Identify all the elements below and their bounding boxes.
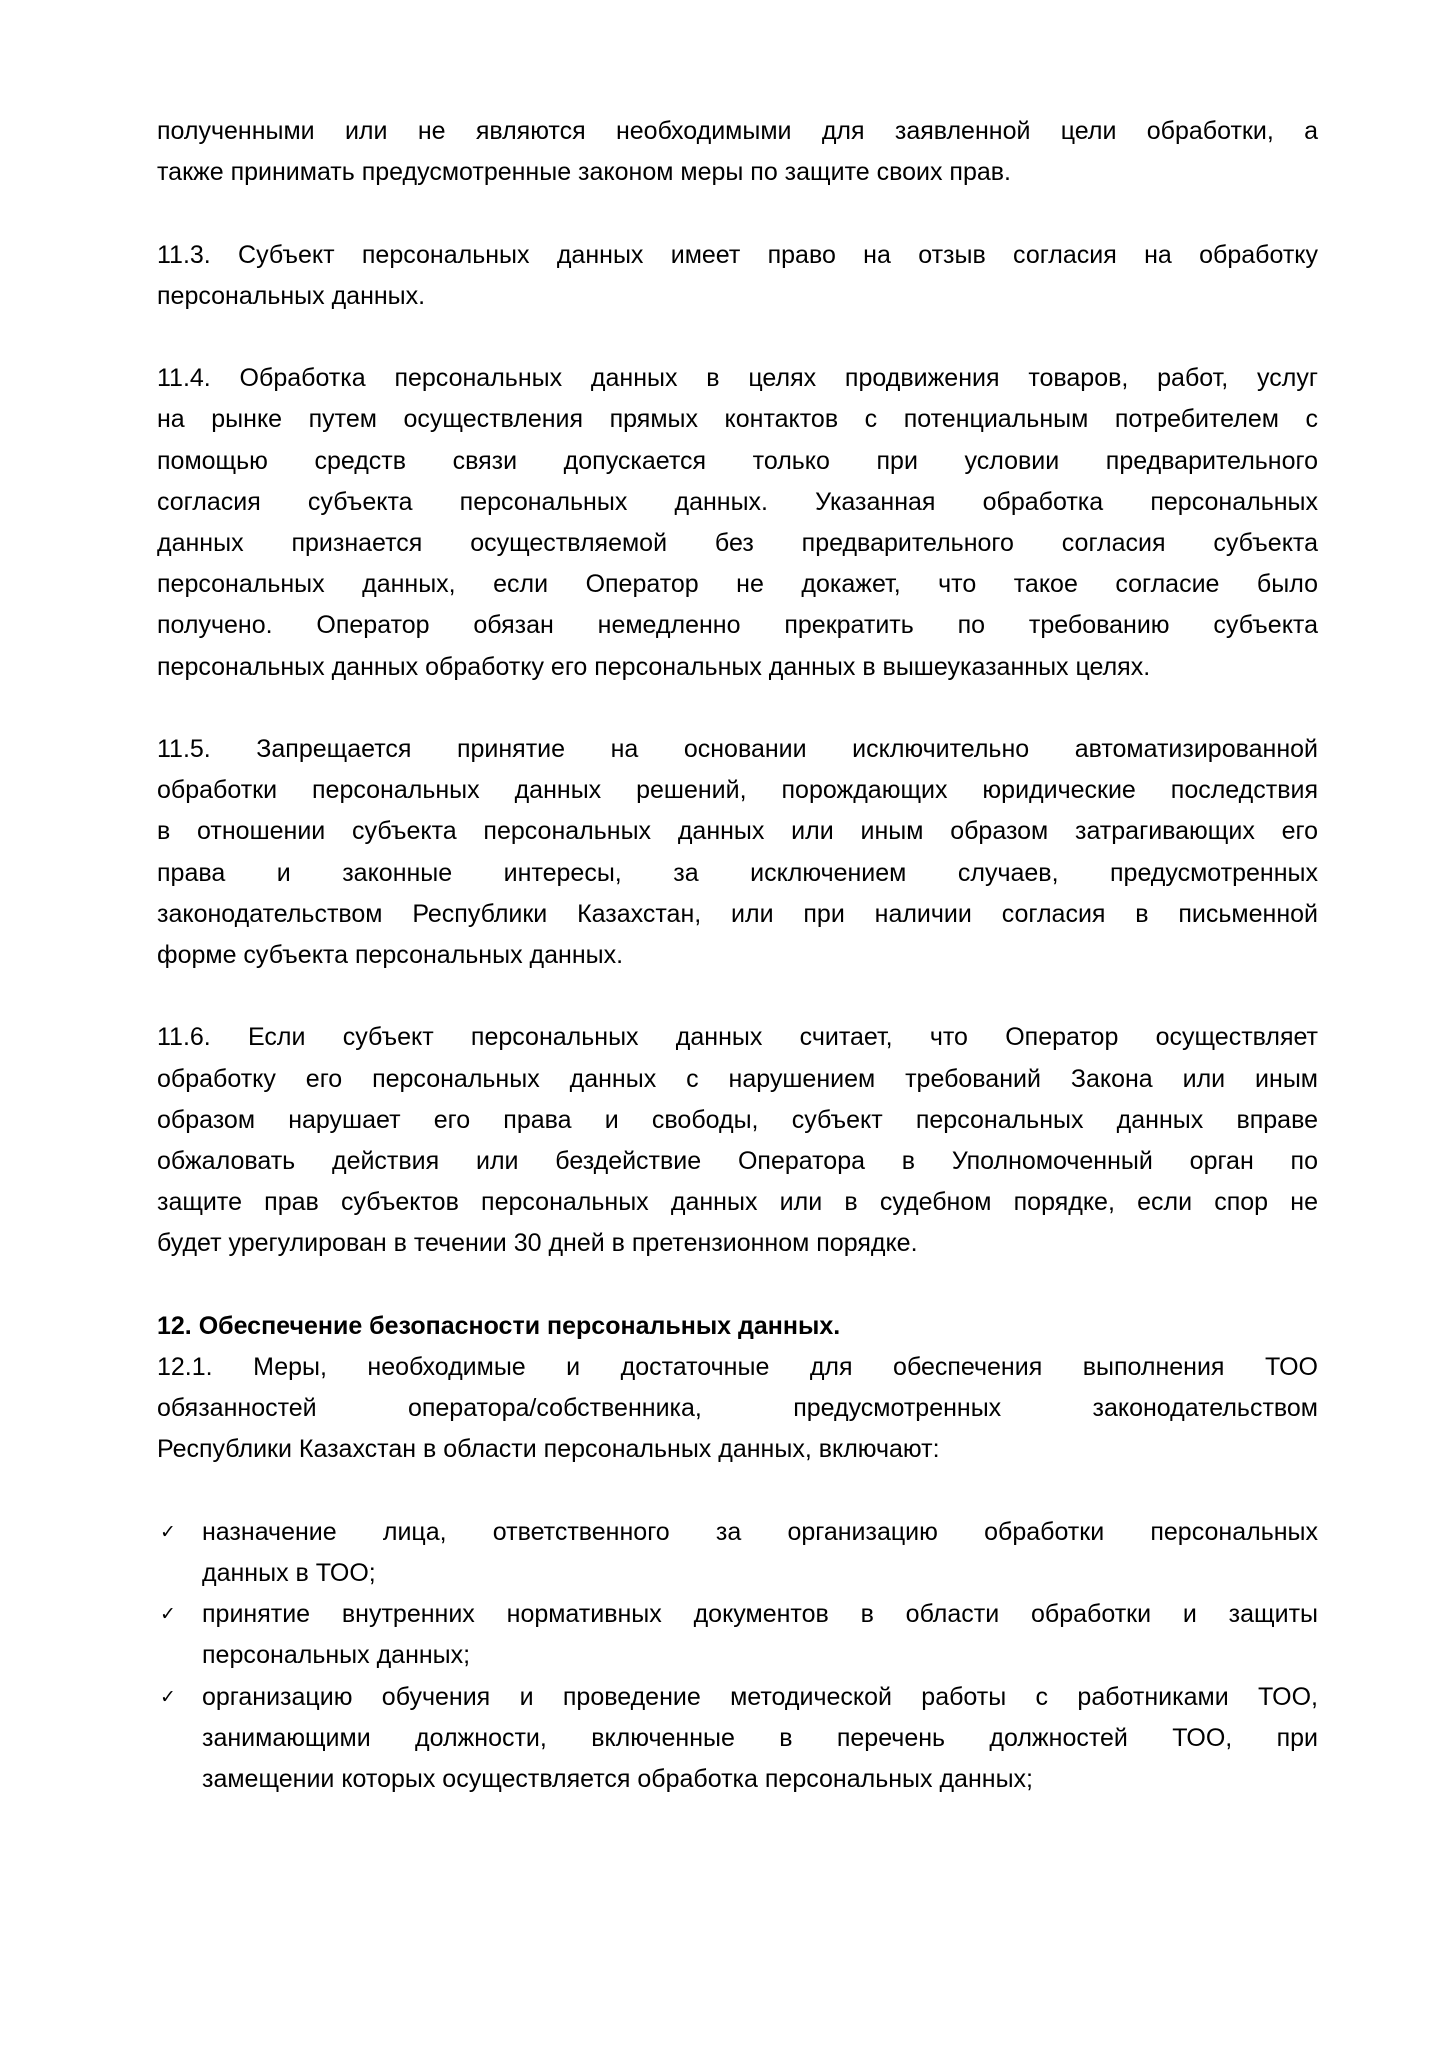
text-line: занимающими должности, включенные в перечень должностей ТОО, при — [202, 1723, 1318, 1752]
security-measures-list — [157, 1512, 1318, 1800]
text-line: организацию обучения и проведение методической работы с работниками ТОО, — [202, 1682, 1318, 1711]
document-page — [157, 111, 1318, 1800]
text-line: образом нарушает его права и свободы, субъект персональных данных вправе — [157, 1105, 1318, 1134]
text-line: принятие внутренних нормативных документов в области обработки и защиты — [202, 1600, 1318, 1629]
checkmark-icon: ✓ — [160, 1520, 176, 1543]
text-line: помощью средств связи допускается только при условии предварительного — [157, 446, 1318, 475]
text-line: замещении которых осуществляется обработка персональных данных; — [202, 1765, 1033, 1794]
text-line: персональных данных; — [202, 1641, 471, 1670]
paragraph-11-4 — [157, 358, 1318, 688]
paragraph-11-5 — [157, 729, 1318, 976]
list-item — [157, 1677, 1318, 1801]
list-item — [157, 1594, 1318, 1676]
text-line: также принимать предусмотренные законом меры по защите своих прав. — [157, 158, 1011, 187]
text-line: 12.1. Меры, необходимые и достаточные для обеспечения выполнения ТОО — [157, 1353, 1318, 1382]
text-line: 11.5. Запрещается принятие на основании исключительно автоматизированной — [157, 735, 1318, 763]
text-line: законодательством Республики Казахстан, или при наличии согласия в письменной — [157, 899, 1318, 928]
text-line: получено. Оператор обязан немедленно прекратить по требованию субъекта — [157, 611, 1318, 640]
text-line: будет урегулирован в течении 30 дней в претензионном порядке. — [157, 1229, 918, 1258]
text-line: 11.3. Субъект персональных данных имеет право на отзыв согласия на обработку — [157, 240, 1318, 269]
text-line: форме субъекта персональных данных. — [157, 941, 624, 970]
text-line: в отношении субъекта персональных данных или иным образом затрагивающих его — [157, 817, 1318, 846]
text-line: 11.6. Если субъект персональных данных считает, что Оператор осуществляет — [157, 1023, 1318, 1052]
text-line: данных признается осуществляемой без предварительного согласия субъекта — [157, 529, 1318, 557]
paragraph-12-1 — [157, 1347, 1318, 1471]
paragraph-11-6 — [157, 1017, 1318, 1264]
text-line: согласия субъекта персональных данных. Указанная обработка персональных — [157, 487, 1318, 516]
text-line: 11.4. Обработка персональных данных в целях продвижения товаров, работ, услуг — [157, 364, 1318, 393]
text-line: права и законные интересы, за исключением случаев, предусмотренных — [157, 858, 1318, 887]
text-line: назначение лица, ответственного за организацию обработки персональных — [202, 1517, 1318, 1546]
text-line: защите прав субъектов персональных данных или в судебном порядке, если спор не — [157, 1188, 1318, 1217]
text-line: обработки персональных данных решений, порождающих юридические последствия — [157, 776, 1318, 805]
text-line: полученными или не являются необходимыми для заявленной цели обработки, а — [157, 117, 1318, 145]
text-line: данных в ТОО; — [202, 1559, 376, 1588]
list-item — [157, 1512, 1318, 1594]
paragraph-11-2-continuation — [157, 111, 1318, 193]
text-line: персональных данных. — [157, 281, 426, 310]
checkmark-icon: ✓ — [160, 1685, 176, 1708]
text-line: обработку его персональных данных с нарушением требований Закона или иным — [157, 1064, 1318, 1093]
paragraph-11-3 — [157, 235, 1318, 317]
text-line: обязанностей оператора/собственника, предусмотренных законодательством — [157, 1394, 1318, 1423]
text-line: персональных данных, если Оператор не докажет, что такое согласие было — [157, 570, 1318, 599]
text-line: Республики Казахстан в области персональных данных, включают: — [157, 1435, 940, 1464]
checkmark-icon: ✓ — [160, 1603, 176, 1626]
text-line: персональных данных обработку его персональных данных в вышеуказанных целях. — [157, 652, 1151, 681]
text-line: на рынке путем осуществления прямых контактов с потенциальным потребителем с — [157, 405, 1318, 434]
section-12-heading: 12. Обеспечение безопасности персональных данных. — [157, 1311, 841, 1340]
text-line: обжаловать действия или бездействие Оператора в Уполномоченный орган по — [157, 1147, 1318, 1176]
